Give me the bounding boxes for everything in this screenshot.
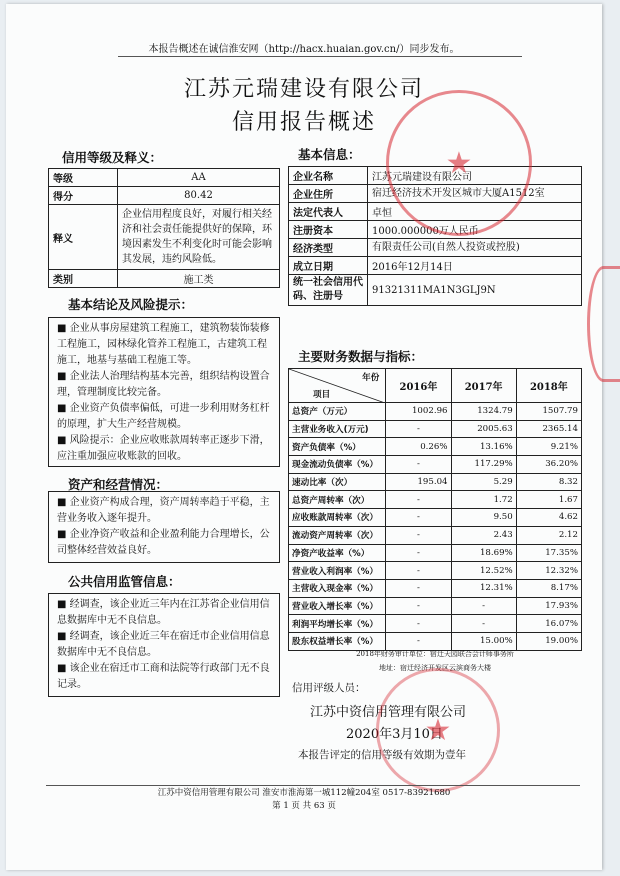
finance-value: - bbox=[386, 491, 451, 509]
finance-item: 资产负债率（%） bbox=[289, 438, 386, 456]
finance-value: 18.69% bbox=[451, 544, 516, 562]
signoff-date: 2020年3月10日 bbox=[346, 727, 443, 742]
finance-value: 12.52% bbox=[451, 562, 516, 580]
conclusion-item: ■ 风险提示：企业应收账款周转率正逐步下滑，应注重加强应收账款的回收。 bbox=[57, 435, 270, 462]
meaning-label: 释义 bbox=[49, 205, 118, 270]
finance-value: 5.29 bbox=[451, 473, 516, 491]
finance-row bbox=[289, 473, 582, 491]
basic-label: 企业名称 bbox=[289, 167, 368, 185]
year-header: 2018年 bbox=[516, 369, 581, 403]
finance-value: - bbox=[386, 509, 451, 527]
audit-note: 2018年财务审计单位：宿迁天园联合会计师事务所 bbox=[356, 650, 514, 658]
basic-value: 有限责任公司(自然人投资或控股) bbox=[368, 239, 582, 257]
rating-table bbox=[48, 168, 280, 288]
finance-value: - bbox=[451, 615, 516, 633]
finance-value: 9.50 bbox=[451, 509, 516, 527]
header-year: 年份 bbox=[362, 373, 380, 383]
basic-heading: 基本信息： bbox=[298, 147, 361, 162]
finance-table bbox=[288, 368, 582, 651]
audit-address: 地址：宿迁经济开发区云滨商务大楼 bbox=[379, 664, 491, 672]
grade-value: AA bbox=[118, 169, 280, 187]
finance-value: 117.29% bbox=[451, 456, 516, 474]
basic-label: 法定代表人 bbox=[289, 203, 368, 221]
basic-label: 注册资本 bbox=[289, 221, 368, 239]
finance-item: 主营业务收入(万元) bbox=[289, 420, 386, 438]
finance-item: 净资产收益率（%） bbox=[289, 544, 386, 562]
finance-value: - bbox=[386, 526, 451, 544]
finance-row bbox=[289, 562, 582, 580]
finance-row bbox=[289, 491, 582, 509]
basic-row bbox=[289, 257, 582, 275]
edge-seal-stamp bbox=[587, 266, 620, 382]
finance-value: - bbox=[386, 544, 451, 562]
finance-value: 1002.96 bbox=[386, 403, 451, 421]
basic-value: 宿迁经济技术开发区城市大厦A1512室 bbox=[368, 185, 582, 203]
finance-value: 2365.14 bbox=[516, 420, 581, 438]
finance-value: 1.67 bbox=[516, 491, 581, 509]
type-value: 施工类 bbox=[118, 270, 280, 288]
finance-value: - bbox=[386, 615, 451, 633]
finance-value: - bbox=[386, 562, 451, 580]
score-value: 80.42 bbox=[118, 187, 280, 205]
finance-row bbox=[289, 615, 582, 633]
basic-label: 成立日期 bbox=[289, 257, 368, 275]
assets-heading: 资产和经营情况： bbox=[68, 477, 169, 492]
header-item: 项目 bbox=[313, 390, 331, 400]
basic-label: 经济类型 bbox=[289, 239, 368, 257]
finance-item: 股东权益增长率（%） bbox=[289, 632, 386, 650]
score-label: 得分 bbox=[49, 187, 118, 205]
finance-row bbox=[289, 544, 582, 562]
finance-value: 19.00% bbox=[516, 632, 581, 650]
validity-note: 本报告评定的信用等级有效期为壹年 bbox=[298, 749, 466, 761]
finance-item: 应收账款周转率（次） bbox=[289, 509, 386, 527]
public-item: ■ 该企业在宿迁市工商和法院等行政部门无不良记录。 bbox=[57, 663, 270, 690]
report-title: 信用报告概述 bbox=[231, 110, 376, 135]
finance-value: 1.72 bbox=[451, 491, 516, 509]
finance-value: 0.26% bbox=[386, 438, 451, 456]
finance-value: 2.12 bbox=[516, 526, 581, 544]
finance-value: - bbox=[386, 420, 451, 438]
company-seal-stamp: ★ bbox=[386, 90, 532, 236]
basic-value: 2016年12月14日 bbox=[368, 257, 582, 275]
report-page bbox=[6, 4, 602, 870]
meaning-value: 企业信用程度良好，对履行相关经济和社会责任能提供好的保障，环境因素发生不利变化时可能会影响其发展，违约风险低。 bbox=[118, 205, 280, 270]
company-title: 江苏元瑞建设有限公司 bbox=[183, 77, 424, 102]
top-divider bbox=[118, 56, 522, 57]
finance-value: 17.35% bbox=[516, 544, 581, 562]
finance-value: 12.31% bbox=[451, 579, 516, 597]
conclusion-item: ■ 企业法人治理结构基本完善，组织结构设置合理，管理制度比较完备。 bbox=[57, 371, 270, 398]
basic-value: 1000.000000万人民币 bbox=[368, 221, 582, 239]
basic-value: 卓恒 bbox=[368, 203, 582, 221]
finance-item: 现金流动负债率（%） bbox=[289, 456, 386, 474]
basic-value: 江苏元瑞建设有限公司 bbox=[368, 167, 582, 185]
year-header: 2016年 bbox=[386, 369, 451, 403]
finance-heading: 主要财务数据与指标： bbox=[298, 349, 424, 364]
finance-value: 195.04 bbox=[386, 473, 451, 491]
basic-label: 统一社会信用代码、注册号 bbox=[289, 275, 368, 306]
basic-row bbox=[289, 239, 582, 257]
finance-value: 8.32 bbox=[516, 473, 581, 491]
finance-item: 总资产（万元） bbox=[289, 403, 386, 421]
finance-item: 利润平均增长率（%） bbox=[289, 615, 386, 633]
assets-item: ■ 企业资产构成合理，资产周转率趋于平稳，主营业务收入逐年提升。 bbox=[57, 497, 270, 524]
finance-value: 16.07% bbox=[516, 615, 581, 633]
finance-row bbox=[289, 403, 582, 421]
finance-row bbox=[289, 579, 582, 597]
assets-item: ■ 企业净资产收益和企业盈利能力合理增长，公司整体经营效益良好。 bbox=[57, 529, 270, 556]
public-item: ■ 经调查，该企业近三年在宿迁市企业信用信息数据库中无不良信息。 bbox=[57, 631, 270, 658]
finance-value: 15.00% bbox=[451, 632, 516, 650]
conclusion-item: ■ 企业资产负债率偏低，可进一步利用财务杠杆的原理，扩大生产经营规模。 bbox=[57, 403, 270, 430]
finance-row bbox=[289, 456, 582, 474]
finance-item: 营业收入利润率（%） bbox=[289, 562, 386, 580]
finance-value: - bbox=[386, 579, 451, 597]
footer-line: 江苏中资信用管理有限公司 淮安市淮海第一城112幢204室 0517-83921680 bbox=[157, 788, 451, 798]
rater-label: 信用评级人员： bbox=[292, 682, 366, 694]
finance-row bbox=[289, 632, 582, 650]
finance-value: - bbox=[386, 632, 451, 650]
type-label: 类别 bbox=[49, 270, 118, 288]
finance-corner-cell bbox=[289, 369, 386, 403]
assets-box bbox=[48, 491, 280, 563]
finance-row bbox=[289, 526, 582, 544]
finance-value: 13.16% bbox=[451, 438, 516, 456]
basic-value: 91321311MA1N3GLJ9N bbox=[368, 275, 582, 306]
finance-item: 速动比率（次） bbox=[289, 473, 386, 491]
finance-value: 4.62 bbox=[516, 509, 581, 527]
finance-row bbox=[289, 509, 582, 527]
top-note: 本报告概述在诚信淮安网（http://hacx.huaian.gov.cn/）同步发布。 bbox=[148, 44, 460, 55]
finance-value: 17.93% bbox=[516, 597, 581, 615]
finance-value: 1324.79 bbox=[451, 403, 516, 421]
basic-label: 企业住所 bbox=[289, 185, 368, 203]
finance-item: 总资产周转率（次） bbox=[289, 491, 386, 509]
finance-row bbox=[289, 438, 582, 456]
grade-label: 等级 bbox=[49, 169, 118, 187]
finance-value: 8.17% bbox=[516, 579, 581, 597]
public-box bbox=[48, 593, 280, 697]
finance-value: - bbox=[451, 597, 516, 615]
conclusion-item: ■ 企业从事房屋建筑工程施工，建筑物装饰装修工程施工，园林绿化管养工程施工，古建筑工程施工，地基与基础工程施工等。 bbox=[57, 323, 270, 366]
rating-seal-stamp: ★ bbox=[376, 668, 500, 792]
finance-value: 1507.79 bbox=[516, 403, 581, 421]
finance-value: 2.43 bbox=[451, 526, 516, 544]
finance-value: 12.32% bbox=[516, 562, 581, 580]
finance-item: 主营收入现金率（%） bbox=[289, 579, 386, 597]
conclusion-box bbox=[48, 317, 280, 467]
finance-item: 营业收入增长率（%） bbox=[289, 597, 386, 615]
public-item: ■ 经调查，该企业近三年内在江苏省企业信用信息数据库中无不良信息。 bbox=[57, 599, 270, 626]
public-heading: 公共信用监管信息： bbox=[68, 574, 181, 589]
finance-value: 2005.63 bbox=[451, 420, 516, 438]
finance-row bbox=[289, 420, 582, 438]
finance-value: 9.21% bbox=[516, 438, 581, 456]
finance-value: 36.20% bbox=[516, 456, 581, 474]
rating-heading: 信用等级及释义： bbox=[62, 150, 163, 165]
basic-row bbox=[289, 275, 582, 306]
finance-value: - bbox=[386, 456, 451, 474]
finance-item: 流动资产周转率（次） bbox=[289, 526, 386, 544]
finance-row bbox=[289, 597, 582, 615]
conclusion-heading: 基本结论及风险提示： bbox=[68, 297, 194, 312]
year-header: 2017年 bbox=[451, 369, 516, 403]
finance-value: - bbox=[386, 597, 451, 615]
page-number: 第 1 页 共 63 页 bbox=[272, 801, 336, 811]
signoff-org: 江苏中资信用管理有限公司 bbox=[310, 705, 467, 720]
